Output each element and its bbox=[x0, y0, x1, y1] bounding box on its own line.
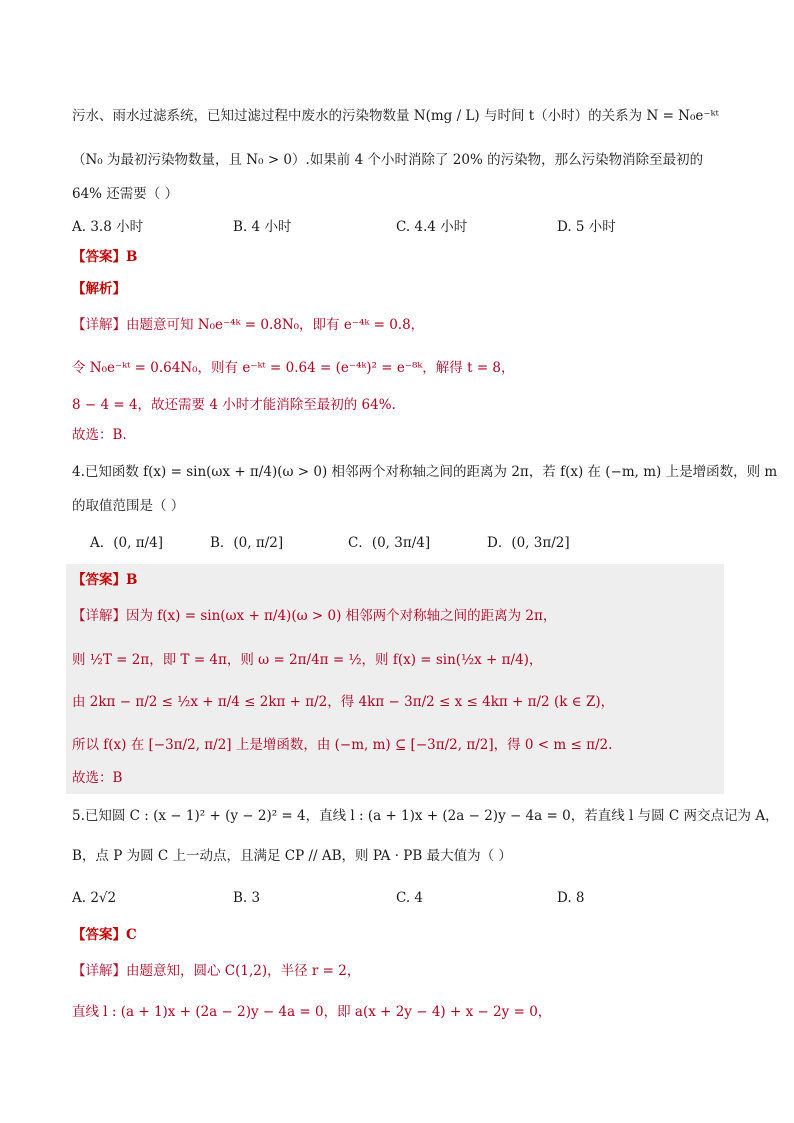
problem5-text-line2: B，点 P 为圆 C 上一动点，且满足 CP // AB，则 PA · PB 最大值为（ ） bbox=[72, 848, 512, 864]
problem4-detail-line2: 则 ½T = 2π，即 T = 4π，则 ω = 2π/4π = ½，则 f(x) = sin(½x + π/4)， bbox=[72, 652, 543, 668]
problem4-detail-line1: 【详解】因为 f(x) = sin(ωx + π/4)(ω > 0) 相邻两个对称轴之间的距离为 2π， bbox=[72, 608, 557, 624]
problem4-detail-line3: 由 2kπ − π/2 ≤ ½x + π/4 ≤ 2kπ + π/2，得 4kπ − 3π/2 ≤ x ≤ 4kπ + π/2 (k ∈ Z)， bbox=[72, 694, 615, 710]
problem4-answer: 【答案】B bbox=[72, 572, 138, 588]
problem5-detail-line1: 【详解】由题意知，圆心 C(1,2)，半径 r = 2， bbox=[72, 963, 361, 979]
problem3-text-line2: （N₀ 为最初污染物数量，且 N₀ > 0）.如果前 4 个小时消除了 20% 的污染物，那么污染物消除至最初的 bbox=[72, 152, 704, 168]
problem5-option-b: B. 3 bbox=[233, 890, 261, 906]
problem3-text-line3: 64% 还需要（ ） bbox=[72, 186, 179, 202]
problem4-detail-line4: 所以 f(x) 在 [−3π/2, π/2] 上是增函数，由 (−m, m) ⊆ [−3π/2, π/2]，得 0 < m ≤ π/2. bbox=[72, 737, 613, 753]
problem3-text-line1: 污水、雨水过滤系统，已知过滤过程中废水的污染物数量 N(mg / L) 与时间 t（小时）的关系为 N = N₀e⁻ᵏᵗ bbox=[72, 108, 719, 124]
problem5-option-a: A. 2√2 bbox=[72, 890, 117, 906]
problem5-answer: 【答案】C bbox=[72, 927, 137, 943]
problem3-option-c: C. 4.4 小时 bbox=[396, 219, 468, 235]
problem3-option-b: B. 4 小时 bbox=[233, 219, 292, 235]
problem3-choose: 故选：B. bbox=[72, 427, 127, 443]
problem4-option-b: B．(0, π/2] bbox=[210, 535, 284, 551]
problem4-choose: 故选：B bbox=[72, 770, 123, 786]
problem5-detail-line2: 直线 l : (a + 1)x + (2a − 2)y − 4a = 0，即 a(x + 2y − 4) + x − 2y = 0， bbox=[72, 1004, 552, 1020]
problem4-text-line2: 的取值范围是（ ） bbox=[72, 498, 185, 514]
problem3-analysis-label: 【解析】 bbox=[72, 281, 126, 297]
problem3-answer: 【答案】B bbox=[72, 249, 138, 265]
problem3-detail-line3: 8 − 4 = 4，故还需要 4 小时才能消除至最初的 64%. bbox=[72, 397, 396, 413]
problem4-option-a: A．(0, π/4] bbox=[90, 535, 163, 551]
solution-shaded-box bbox=[66, 564, 724, 794]
problem4-text-line1: 4.已知函数 f(x) = sin(ωx + π/4)(ω > 0) 相邻两个对称轴之间的距离为 2π，若 f(x) 在 (−m, m) 上是增函数，则 m bbox=[72, 464, 778, 480]
problem3-detail-line2: 令 N₀e⁻ᵏᵗ = 0.64N₀，则有 e⁻ᵏᵗ = 0.64 = (e⁻⁴ᵏ)² = e⁻⁸ᵏ，解得 t = 8， bbox=[72, 360, 515, 376]
problem3-detail-line1: 【详解】由题意可知 N₀e⁻⁴ᵏ = 0.8N₀，即有 e⁻⁴ᵏ = 0.8， bbox=[72, 317, 425, 333]
problem5-option-c: C. 4 bbox=[396, 890, 424, 906]
problem5-option-d: D. 8 bbox=[557, 890, 585, 906]
problem4-option-d: D．(0, 3π/2] bbox=[487, 535, 570, 551]
problem4-option-c: C．(0, 3π/4] bbox=[348, 535, 431, 551]
problem3-option-a: A. 3.8 小时 bbox=[72, 219, 144, 235]
problem5-text-line1: 5.已知圆 C : (x − 1)² + (y − 2)² = 4，直线 l : (a + 1)x + (2a − 2)y − 4a = 0，若直线 l 与圆 C 两交点记为 A， bbox=[72, 808, 779, 824]
problem3-option-d: D. 5 小时 bbox=[557, 219, 616, 235]
